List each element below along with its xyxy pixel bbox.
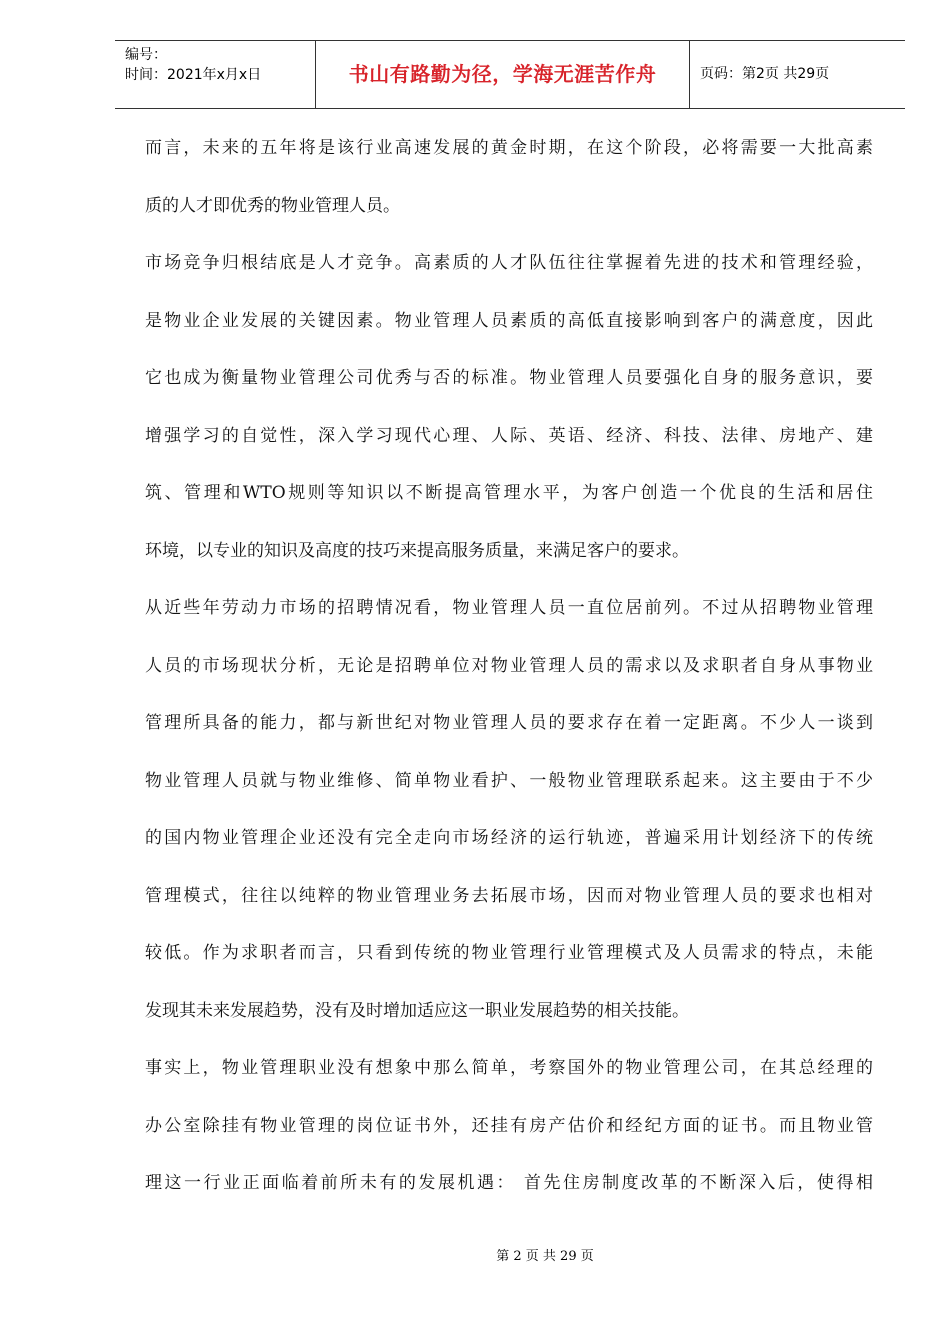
header-meta — [115, 41, 315, 108]
body-line: 市场竞争归根结底是人才竞争。高素质的人才队伍往往掌握着先进的技术和管理经验， — [145, 253, 873, 273]
body-line: 办公室除挂有物业管理的岗位证书外，还挂有房产估价和经纪方面的证书。而且物业管 — [145, 1115, 873, 1136]
body-line: 事实上，物业管理职业没有想象中那么简单，考察国外的物业管理公司，在其总经理的 — [145, 1058, 873, 1078]
body-line: 物业管理人员就与物业维修、简单物业看护、一般物业管理联系起来。这主要由于不少 — [145, 770, 873, 791]
body-line: 筑、管理和WTO规则等知识以不断提高管理水平，为客户创造一个优良的生活和居住 — [145, 483, 873, 503]
document-body — [145, 120, 873, 1213]
body-line: 管理模式，往往以纯粹的物业管理业务去拓展市场，因而对物业管理人员的要求也相对 — [145, 885, 873, 906]
body-line: 发现其未来发展趋势，没有及时增加适应这一职业发展趋势的相关技能。 — [145, 1000, 689, 1021]
body-line: 是物业企业发展的关键因素。物业管理人员素质的高低直接影响到客户的满意度，因此 — [145, 310, 873, 331]
document-time-label: 时间：2021年x月x日 — [125, 67, 262, 83]
body-line: 理这一行业正面临着前所未有的发展机遇： 首先住房制度改革的不断深入后，使得相 — [145, 1173, 873, 1193]
body-line: 管理所具备的能力，都与新世纪对物业管理人员的要求存在着一定距离。不少人一谈到 — [145, 713, 873, 733]
body-line: 的国内物业管理企业还没有完全走向市场经济的运行轨迹，普遍采用计划经济下的传统 — [145, 828, 873, 848]
body-line: 增强学习的自觉性，深入学习现代心理、人际、英语、经济、科技、法律、房地产、建 — [145, 425, 873, 446]
header-page-info: 页码：第2页 共29页 — [700, 66, 830, 82]
body-line: 质的人才即优秀的物业管理人员。 — [145, 195, 400, 216]
body-line: 较低。作为求职者而言，只看到传统的物业管理行业管理模式及人员需求的特点，未能 — [145, 943, 873, 963]
header-divider — [689, 41, 690, 108]
body-line: 它也成为衡量物业管理公司优秀与否的标准。物业管理人员要强化自身的服务意识，要 — [145, 368, 873, 388]
body-line: 环境，以专业的知识及高度的技巧来提高服务质量，来满足客户的要求。 — [145, 540, 689, 561]
body-line: 从近些年劳动力市场的招聘情况看，物业管理人员一直位居前列。不过从招聘物业管理 — [145, 598, 873, 618]
header-motto: 书山有路勤为径，学海无涯苦作舟 — [348, 62, 657, 86]
document-number-label: 编号： — [125, 47, 167, 63]
page-footer: 第 2 页 共 29 页 — [496, 1249, 594, 1264]
body-line: 而言，未来的五年将是该行业高速发展的黄金时期，在这个阶段，必将需要一大批高素 — [145, 138, 873, 158]
body-line: 人员的市场现状分析，无论是招聘单位对物业管理人员的需求以及求职者自身从事物业 — [145, 655, 873, 676]
page-header — [115, 40, 905, 109]
